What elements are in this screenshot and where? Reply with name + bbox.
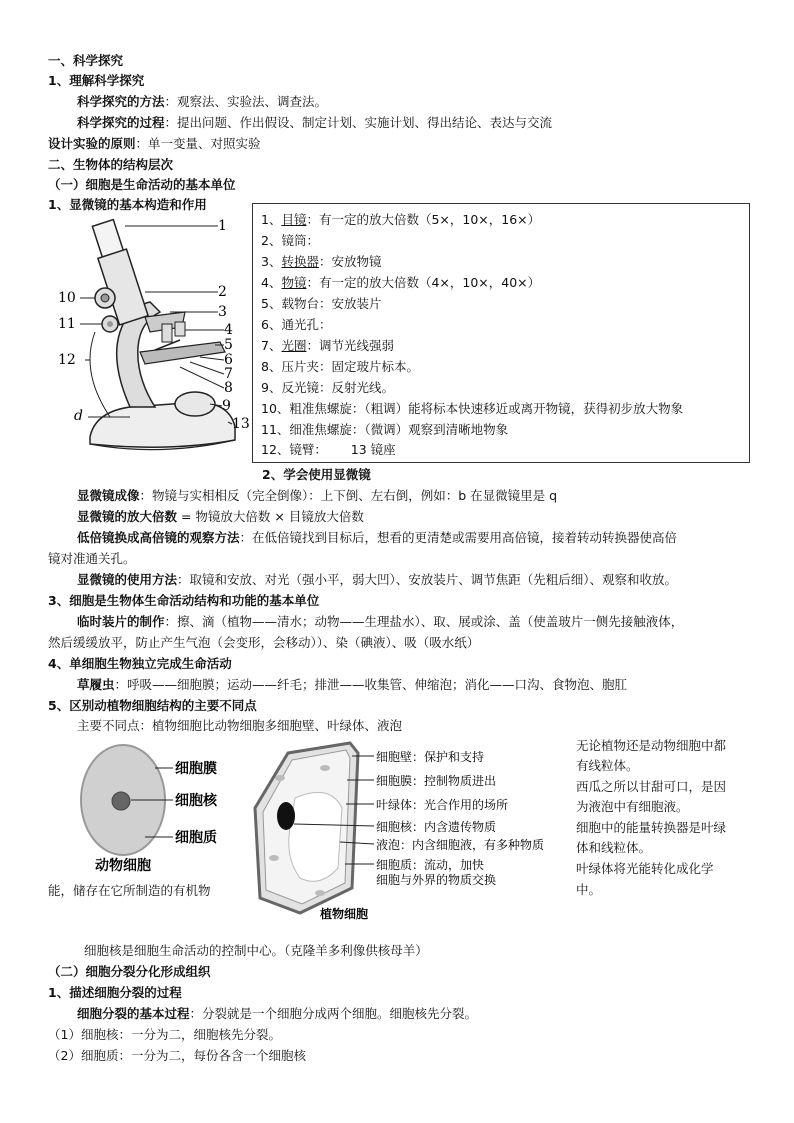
part-8: 8、压片夹：固定玻片标本。 (261, 359, 419, 374)
plant-cytoplasm-label: 细胞质：流动，加快 (376, 858, 485, 872)
mic-label-13: 13 (232, 416, 250, 432)
use-microscope-title: 2、学会使用显微镜 (262, 467, 371, 482)
temp-slide-line-2: 然后缓缓放平，防止产生气泡（会变形，会移动））、染（碘液）、吸（吸水纸） (48, 635, 480, 650)
part-3: 3、转换器：安放物镜 (261, 254, 382, 269)
mic-label-1: 1 (218, 218, 227, 234)
side-note-7: 叶绿体将光能转化成化学 (576, 861, 714, 876)
mic-label-12: 12 (58, 352, 76, 368)
side-note-8: 中。 (576, 882, 602, 897)
design-line: 设计实验的原则：单一变量、对照实验 (48, 136, 261, 151)
animal-cell-diagram (75, 742, 255, 877)
microscope-parts-box (252, 203, 750, 463)
temp-slide-line: 临时装片的制作：擦、滴（植物——清水；动物——生理盐水）、取、展或涂、盖（使盖玻片一侧先接触液体， (77, 614, 684, 629)
part-7: 7、光圈：调节光线强弱 (261, 338, 394, 353)
mic-label-10: 10 (58, 290, 76, 306)
side-note-6: 体和线粒体。 (576, 840, 652, 855)
subsection-division: （二）细胞分裂分化形成组织 (48, 964, 211, 979)
section-4-title: 4、单细胞生物独立完成生命活动 (48, 656, 232, 671)
side-note-4: 为液泡中有细胞液。 (576, 799, 689, 814)
section-5-title: 5、区别动植物细胞结构的主要不同点 (48, 698, 257, 713)
animal-cell-caption: 动物细胞 (95, 858, 151, 874)
part-4: 4、物镜：有一定的放大倍数（4×，10×，40×） (261, 275, 541, 290)
plant-cell-diagram (250, 738, 570, 923)
part-9: 9、反光镜：反射光线。 (261, 380, 394, 395)
division-step-1: （1）细胞核：一分为二，细胞核先分裂。 (48, 1027, 281, 1042)
side-note-5: 细胞中的能量转换器是叶绿 (576, 820, 727, 835)
animal-cytoplasm-label: 细胞质 (175, 830, 217, 846)
process-line: 科学探究的过程：提出问题、作出假设、制定计划、实施计划、得出结论、表达与交流 (77, 115, 553, 130)
animal-nucleus-label: 细胞核 (175, 793, 217, 809)
plant-membrane-label: 细胞膜：控制物质进出 (376, 774, 497, 788)
part-12: 12、镜臂： 13 镜座 (261, 442, 396, 457)
mic-label-8: 8 (224, 380, 233, 396)
plant-chloroplast-label: 叶绿体：光合作用的场所 (376, 798, 509, 812)
mic-label-9: 9 (222, 398, 231, 414)
side-note-2: 有线粒体。 (576, 758, 639, 773)
part-5: 5、载物台：安放装片 (261, 296, 382, 311)
high-power-line-2: 镜对准通关孔。 (48, 551, 136, 566)
mic-label-7: 7 (224, 366, 233, 382)
part-10: 10、粗准焦螺旋：（粗调）能将标本快速移近或离开物镜，获得初步放大物象 (261, 401, 684, 416)
magnification-line: 显微镜的放大倍数 = 物镜放大倍数 × 目镜放大倍数 (77, 509, 364, 524)
plant-cytoplasm-label-2: 细胞与外界的物质交换 (376, 873, 497, 887)
subsection-cell-unit: （一）细胞是生命活动的基本单位 (48, 177, 236, 192)
mic-label-2: 2 (218, 284, 227, 300)
plant-wall-label: 细胞壁：保护和支持 (376, 750, 485, 764)
section-title-science: 一、科学探究 (48, 53, 124, 68)
microscope-diagram (50, 212, 250, 462)
division-title: 1、描述细胞分裂的过程 (48, 985, 182, 1000)
division-step-2: （2）细胞质：一分为二，每份各含一个细胞核 (48, 1048, 306, 1063)
mic-label-3: 3 (218, 304, 227, 320)
nucleus-center-line: 细胞核是细胞生命活动的控制中心。（克隆羊多利像供核母羊） (84, 943, 428, 958)
subsection-understand: 1、理解科学探究 (48, 73, 145, 88)
division-process-line: 细胞分裂的基本过程：分裂就是一个细胞分成两个细胞。细胞核先分裂。 (77, 1006, 478, 1021)
mic-label-6: 6 (224, 352, 233, 368)
difference-line: 主要不同点：植物细胞比动物细胞多细胞壁、叶绿体、液泡 (77, 718, 403, 733)
mic-label-5: 5 (224, 337, 233, 353)
imaging-line: 显微镜成像：物镜与实相相反（完全倒像）：上下倒、左右倒，例如：b 在显微镜里是 q (77, 488, 558, 503)
section-title-structure: 二、生物体的结构层次 (48, 157, 174, 172)
store-line: 能，储存在它所制造的有机物 (48, 883, 211, 898)
plant-cell-caption: 植物细胞 (320, 907, 369, 921)
mic-label-11: 11 (58, 316, 76, 332)
part-11: 11、细准焦螺旋：（微调）观察到清晰地物象 (261, 422, 509, 437)
methods-line: 科学探究的方法：观察法、实验法、调查法。 (77, 94, 328, 109)
part-1: 1、目镜：有一定的放大倍数（5×，10×，16×） (261, 212, 541, 227)
side-note-3: 西瓜之所以甘甜可口，是因 (576, 779, 727, 794)
part-2: 2、镜筒： (261, 233, 319, 248)
plant-vacuole-label: 液泡：内含细胞液，有多种物质 (376, 838, 545, 852)
mic-label-d: d (74, 408, 83, 424)
high-power-line: 低倍镜换成高倍镜的观察方法：在低倍镜找到目标后，想看的更清楚或需要用高倍镜，接着转动转换器使高倍 (77, 530, 678, 545)
mic-label-4: 4 (224, 322, 233, 338)
paramecium-line: 草履虫：呼吸——细胞膜；运动——纤毛；排泄——收集管、伸缩泡；消化——口沟、食物泡、胞肛 (77, 677, 628, 692)
plant-nucleus-label: 细胞核：内含遗传物质 (376, 820, 497, 834)
section-3-title: 3、细胞是生物体生命活动结构和功能的基本单位 (48, 593, 320, 608)
microscope-title: 1、显微镜的基本构造和作用 (48, 197, 207, 212)
usage-line: 显微镜的使用方法：取镜和安放、对光（强小平，弱大凹）、安放装片、调节焦距（先粗后细）、观察和收放。 (77, 572, 678, 587)
side-note-1: 无论植物还是动物细胞中都 (576, 738, 727, 753)
part-6: 6、通光孔： (261, 317, 332, 332)
animal-membrane-label: 细胞膜 (175, 761, 217, 777)
